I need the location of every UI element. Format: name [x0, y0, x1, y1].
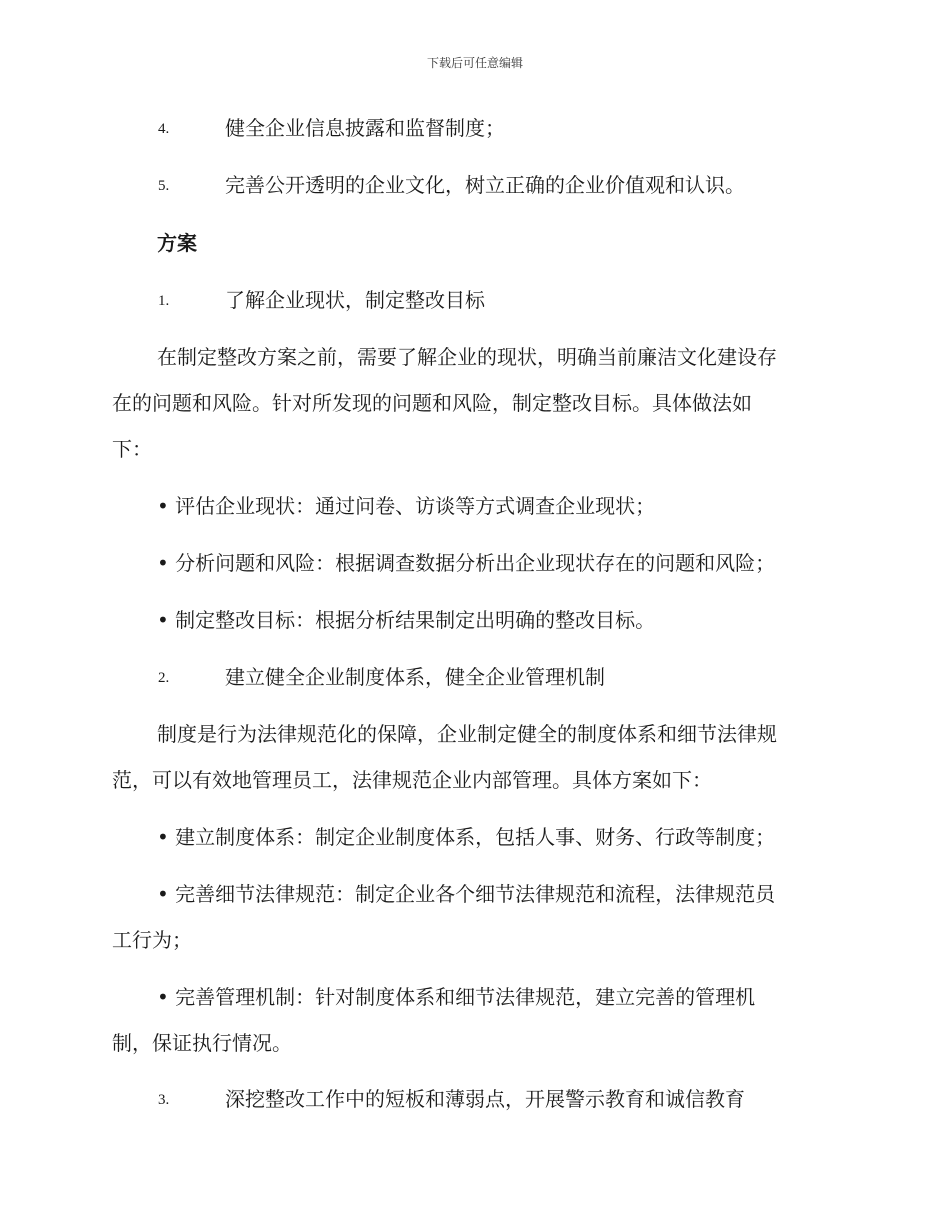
bullet-item-continuation: 工行为； [112, 928, 192, 952]
paragraph-line: 下： [112, 437, 152, 461]
bullet-item: • 完善管理机制：针对制度体系和细节法律规范，建立完善的管理机 [157, 985, 756, 1009]
paragraph-line: 在制定整改方案之前，需要了解企业的现状，明确当前廉洁文化建设存 [157, 345, 777, 369]
paragraph-line: 在的问题和风险。针对所发现的问题和风险，制定整改目标。具体做法如 [112, 391, 752, 415]
bullet-item: • 制定整改目标：根据分析结果制定出明确的整改目标。 [157, 608, 656, 632]
step-number: 3. [158, 1092, 170, 1108]
step-number: 1. [158, 293, 170, 309]
item-number: 5. [158, 178, 170, 194]
step-number: 2. [158, 670, 170, 686]
item-number: 4. [158, 121, 170, 137]
bullet-item: • 完善细节法律规范：制定企业各个细节法律规范和流程，法律规范员 [157, 882, 776, 906]
step-title: 了解企业现状，制定整改目标 [225, 288, 485, 312]
item-text: 完善公开透明的企业文化，树立正确的企业价值观和认识。 [225, 173, 745, 197]
step-title: 深挖整改工作中的短板和薄弱点，开展警示教育和诚信教育 [225, 1087, 745, 1111]
item-text: 健全企业信息披露和监督制度； [225, 116, 505, 140]
page-header: 下载后可任意编辑 [426, 56, 523, 70]
bullet-item: • 评估企业现状：通过问卷、访谈等方式调查企业现状； [157, 494, 656, 518]
step-title: 建立健全企业制度体系，健全企业管理机制 [225, 665, 605, 689]
paragraph-line: 制度是行为法律规范化的保障，企业制定健全的制度体系和细节法律规 [157, 722, 777, 746]
bullet-item: • 分析问题和风险：根据调查数据分析出企业现状存在的问题和风险； [157, 551, 776, 575]
paragraph-line: 范，可以有效地管理员工，法律规范企业内部管理。具体方案如下： [112, 768, 712, 792]
bullet-item: • 建立制度体系：制定企业制度体系，包括人事、财务、行政等制度； [157, 825, 776, 849]
bullet-item-continuation: 制，保证执行情况。 [112, 1031, 292, 1055]
section-title: 方案 [157, 231, 197, 255]
